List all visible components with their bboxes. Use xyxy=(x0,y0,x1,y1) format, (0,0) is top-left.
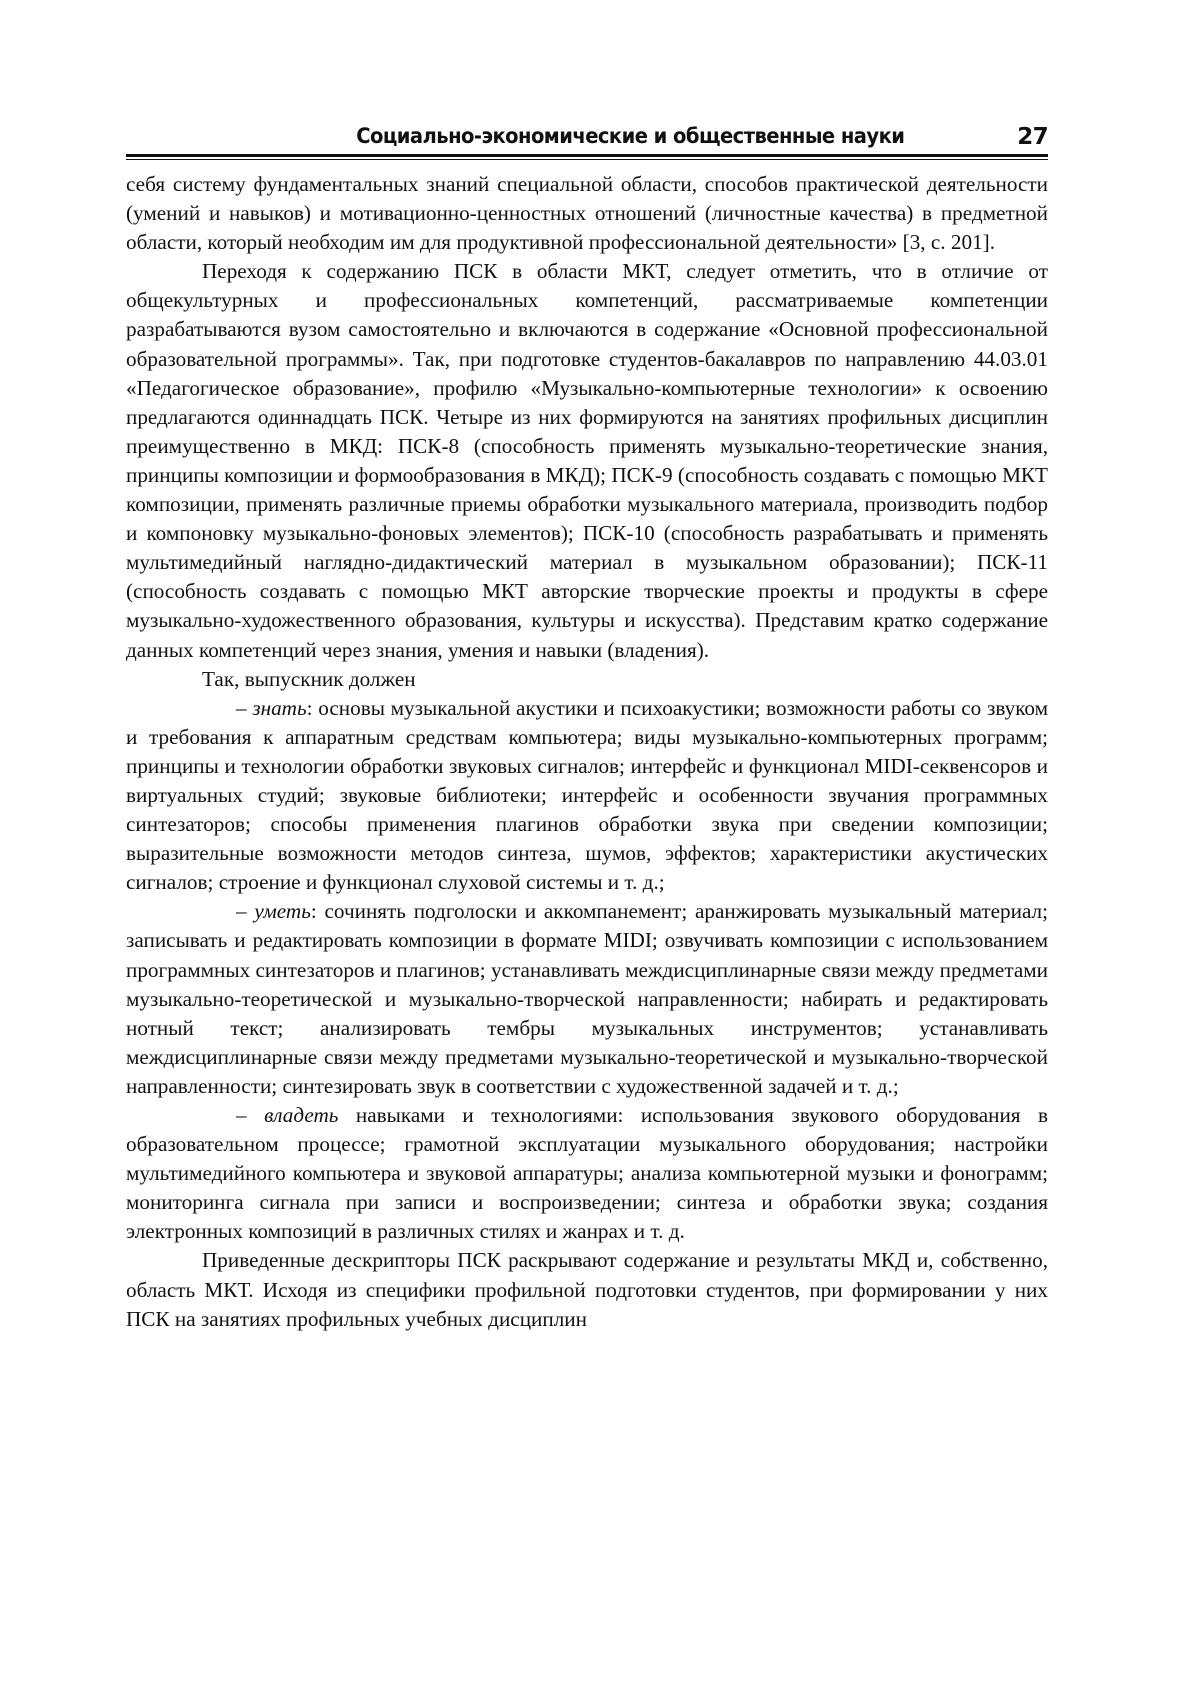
list-item-master xyxy=(126,1101,1048,1246)
running-title: Социально-экономические и общественные науки xyxy=(355,124,904,148)
list-dash: – xyxy=(236,695,253,720)
paragraph-descriptors: Приведенные дескрипторы ПСК раскрывают содержание и результаты МКД и, собственно, область МКТ. Исходя из специфики профильной подготовки студентов, при формировании у них ПСК на занятиях профильных учебных дисциплин xyxy=(126,1248,1048,1331)
list-item-know-text: : основы музыкальной акустики и психоакустики; возможности работы со звуком и требования к аппаратным средствам компьютера; виды музыкально-компьютерных программ; принципы и технологии обработки звуковых сигналов; интерфейс и функционал MIDI-секвенсоров и виртуальных студий; звуковые библиотеки; интерфейс и особенности звучания программных синтезаторов; способы применения плагинов обработки звука при сведении композиции; выразительные возможности методов синтеза, шумов, эффектов; характеристики акустических сигналов; строение и функционал слуховой системы и т. д.; xyxy=(126,695,1049,895)
term-can: уметь xyxy=(254,899,311,924)
list-dash: – xyxy=(236,1103,265,1127)
list-item-master-text: навыками и технологиями: использования звукового оборудования в образовательном процессе; грамотной эксплуатации музыкального оборудования; настройки мультимедийного компьютера и звуковой аппаратуры; анализа компьютерной музыки и фонограмм; мониторинга сигнала при записи и воспроизведении; синтеза и обработки звука; создания электронных композиций в различных стилях и жанрах и т. д. xyxy=(126,1103,1049,1244)
header-rule-thick xyxy=(126,154,1048,157)
running-header xyxy=(126,120,1048,154)
body-text xyxy=(126,170,1048,1334)
paragraph-continuation: себя систему фундаментальных знаний специальной области, способов практической деятельности (умений и навыков) и мотивационно-ценностных отношений (личностные качества) в предметной области, который необходим им для продуктивной профессиональной деятельности» [3, с. 201]. xyxy=(126,172,1048,255)
header-rule-thin xyxy=(126,159,1048,160)
document-page xyxy=(126,120,1048,1334)
page-number: 27 xyxy=(1017,124,1048,150)
list-item-can xyxy=(126,897,1048,1101)
paragraph-graduate-intro: Так, выпускник должен xyxy=(202,666,416,691)
paragraph-psk-content: Переходя к содержанию ПСК в области МКТ, следует отметить, что в отличие от общекультурных и профессиональных компетенций, рассматриваемые компетенции разрабатываются вузом самостоятельно и включаются в содержание «Основной профессиональной образовательной программы». Так, при подготовке студентов-бакалавров по направлению 44.03.01 «Педагогическое образование», профилю «Музыкально-компьютерные технологии» к освоению предлагаются одиннадцать ПСК. Четыре из них формируются на занятиях профильных дисциплин преимущественно в МКД: ПСК-8 (способность применять музыкально-теоретические знания, принципы композиции и формообразования в МКД); ПСК-9 (способность создавать с помощью МКТ композиции, применять различные приемы обработки музыкального материала, производить подбор и компоновку музыкально-фоновых элементов); ПСК-10 (способность разрабатывать и применять мультимедийный наглядно-дидактический материал в музыкальном образовании); ПСК-11 (способность создавать с помощью МКТ авторские творческие проекты и продукты в сфере музыкально-художественного образования, культуры и искусства). Представим кратко содержание данных компетенций через знания, умения и навыки (владения). xyxy=(126,259,1048,662)
term-know: знать xyxy=(252,695,307,720)
list-item-can-text: : сочинять подголоски и аккомпанемент; аранжировать музыкальный материал; записывать и редактировать композиции в формате MIDI; озвучивать композиции с использованием программных синтезаторов и плагинов; устанавливать междисциплинарные связи между предметами музыкально-теоретической и музыкально-творческой направленности; набирать и редактировать нотный текст; анализировать тембры музыкальных инструментов; устанавливать междисциплинарные связи между предметами музыкально-теоретической и музыкально-творческой направленности; синтезировать звук в соответствии с художественной задачей и т. д.; xyxy=(126,899,1048,1098)
term-master: владеть xyxy=(264,1103,339,1127)
list-dash: – xyxy=(236,899,255,924)
list-item-know xyxy=(126,694,1048,898)
